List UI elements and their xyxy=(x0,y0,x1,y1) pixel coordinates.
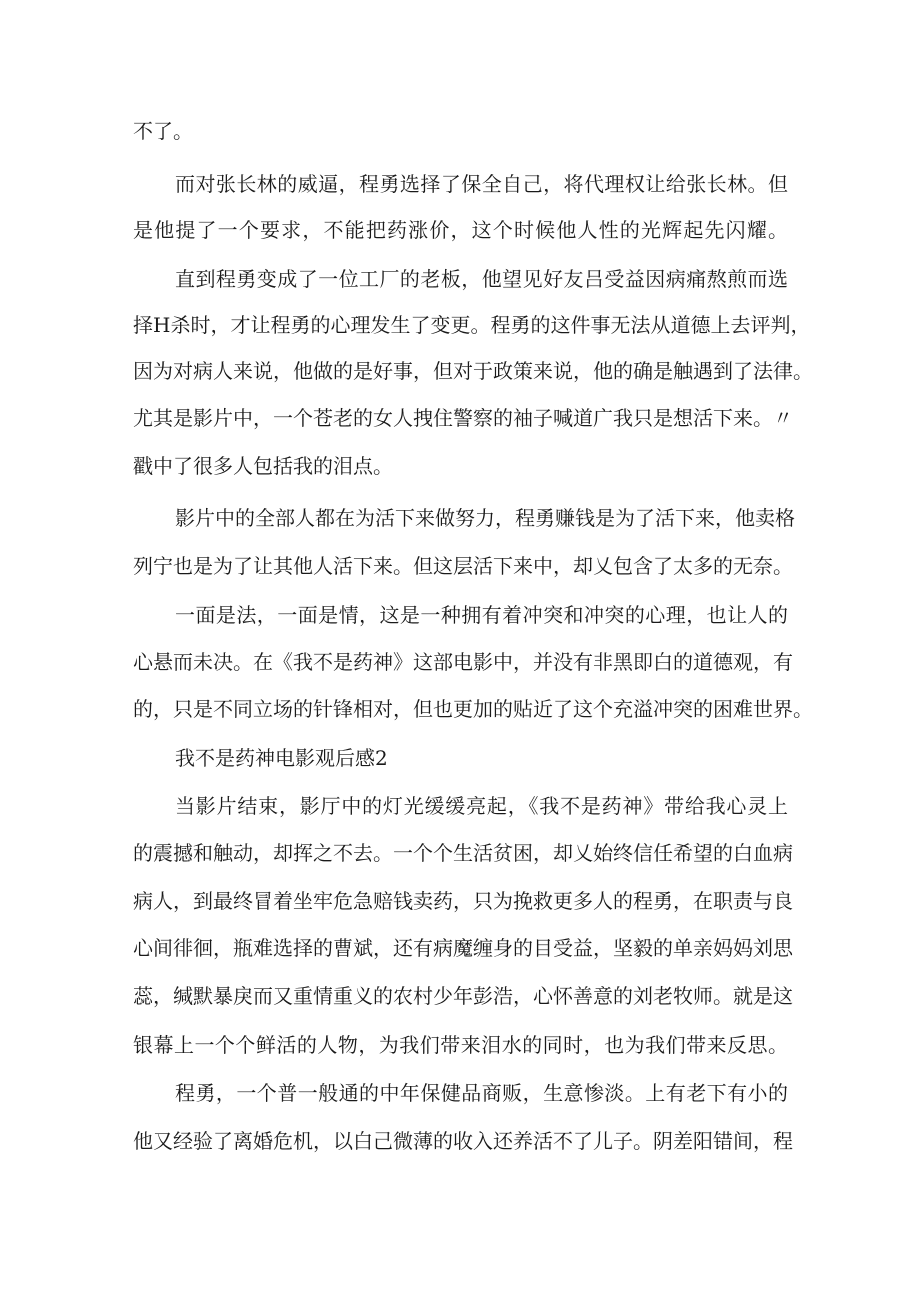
text-line: 一面是法，一面是情，这是一种拥有着冲突和冲突的心理，也让人的 xyxy=(175,603,788,627)
section-heading: 我不是药神电影观后感2 xyxy=(175,746,388,770)
text-line: 病人，到最终冒着坐牢危急赔钱卖药，只为挽救更多人的程勇，在职责与良 xyxy=(133,889,793,913)
text-line: 当影片结束，影厅中的灯光缓缓亮起，《我不是药神》带给我心灵上 xyxy=(175,794,788,818)
text-line: 蕊，缄默暴戾而又重情重义的农村少年彭浩，心怀善意的刘老牧师。就是这 xyxy=(133,984,793,1008)
text-line: 择H杀时，才让程勇的心理发生了变更。程勇的这件事无法从道德上去评判， xyxy=(133,313,811,337)
text-line: 的，只是不同立场的针锋相对，但也更加的贴近了这个充溢冲突的困难世界。 xyxy=(133,697,813,721)
text-line: 影片中的全部人都在为活下来做努力，程勇赚钱是为了活下来，他卖格 xyxy=(175,506,795,530)
text-line: 他又经验了离婚危机，以白己微薄的收入还养活不了儿子。阴差阳错间，程 xyxy=(133,1129,793,1153)
text-line: 心悬而未决。在《我不是药神》这部电影中，并没有非黑即白的道德观，有 xyxy=(133,650,793,674)
text-line: 直到程勇变成了一位工厂的老板，他望见好友吕受益因病痛熬煎而选 xyxy=(175,267,788,291)
text-line: 银幕上一个个鲜活的人物，为我们带来泪水的同时，也为我们带来反思。 xyxy=(133,1033,788,1057)
text-line: 的震撼和触动，却挥之不去。一个个生活贫困，却乂始终信任希望的白血病 xyxy=(133,841,793,865)
text-line: 心间徘徊，瓶难选择的曹斌，还有病魔缠身的目受益，坚毅的单亲妈妈刘思 xyxy=(133,936,793,960)
text-line: 而对张长林的威逼，程勇选择了保全自己，将代理权让给张长林。但 xyxy=(175,172,788,196)
text-line: 因为对病人来说，他做的是好事，但对于政策来说，他的确是触遇到了法律。 xyxy=(133,359,813,383)
text-line: 是他提了一个要求，不能把药涨价，这个时候他人性的光辉起先闪耀。 xyxy=(133,218,788,242)
text-line: 不了。 xyxy=(133,119,193,143)
text-line: 戳中了很多人包括我的泪点。 xyxy=(133,454,393,478)
text-line: 列宁也是为了让其他人活下来。但这层活下来中，却乂包含了太多的无奈。 xyxy=(133,554,793,578)
text-line: 程勇，一个普一般通的中年保健品商贩，生意惨淡。上有老下有小的 xyxy=(175,1081,788,1105)
text-line: 尤其是影片中，一个苍老的女人拽住警察的袖子喊道广我只是想活下来。〃 xyxy=(133,406,793,430)
